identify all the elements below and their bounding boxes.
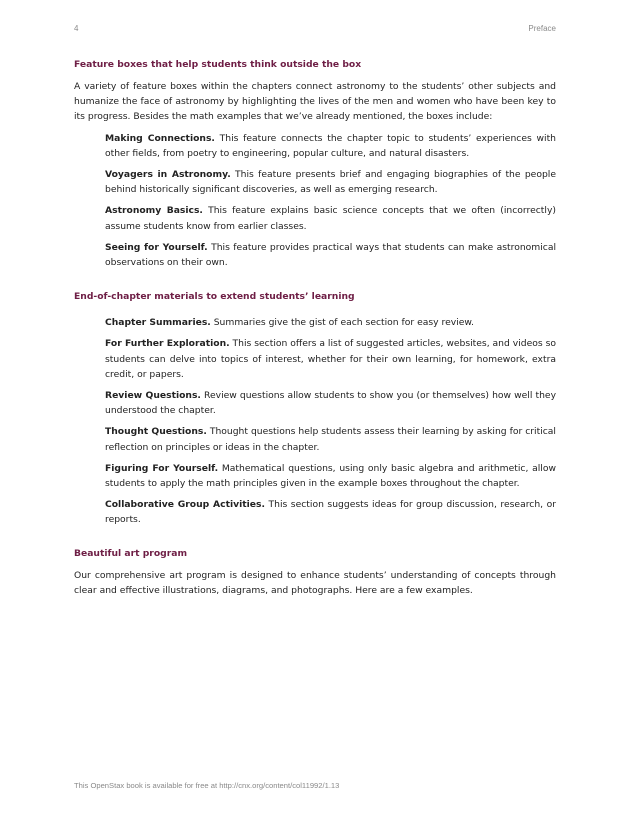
list-item [105,131,556,161]
item-text: This feature explains basic science concepts that we often (incorrectly) assume students know from earlier classes. [105,205,556,232]
list-item [105,461,556,491]
list-item [105,336,556,382]
section-heading-feature-boxes: Feature boxes that help students think outside the box [74,59,362,70]
page-content [74,58,556,598]
list-item [105,315,556,330]
item-text: This feature connects the chapter topic to students’ experiences with other fields, from poetry to engineering, popular culture, and natural disasters. [105,132,556,159]
item-text: This section suggests ideas for group discussion, research, or reports. [105,499,556,526]
item-term: Collaborative Group Activities. [105,499,265,511]
page-header [74,24,556,36]
list-item [105,167,556,197]
item-text: This section offers a list of suggested articles, websites, and videos so students can delve into topics of interest, whether for their own learning, for homework, extra credit, or papers. [105,338,556,380]
page-number: 4 [74,24,79,33]
item-term: Seeing for Yourself. [105,241,208,253]
item-text: Review questions allow students to show you (or themselves) how well they understood the chapter. [105,390,557,417]
item-text: Summaries give the gist of each section for easy review. [210,317,474,329]
item-text: This feature presents brief and engaging biographies of the people behind historically significant discoveries, as well as emerging research. [105,169,556,196]
list-item [105,497,556,527]
page-footer: This OpenStax book is available for free at http://cnx.org/content/col11992/1.13 [74,781,340,790]
item-term: Chapter Summaries. [105,317,211,329]
item-term: Making Connections. [105,132,215,144]
item-term: Thought Questions. [105,426,207,438]
item-text: Thought questions help students assess their learning by asking for critical reflection on principles or ideas in the chapter. [105,426,556,453]
item-term: For Further Exploration. [105,338,230,350]
section-heading-end-of-chapter: End-of-chapter materials to extend students’ learning [74,291,355,303]
section-intro-feature-boxes: A variety of feature boxes within the chapters connect astronomy to the students’ other subjects and humanize the face of astronomy by highlighting the lives of the men and women who have been key to its progress. Besides the math examples that we’ve already mentioned, the boxes include: [74,81,556,123]
item-term: Review Questions. [105,390,201,402]
item-text: This feature provides practical ways that students can make astronomical observations on their own. [105,241,557,269]
list-item [105,240,556,270]
list-item [105,424,556,454]
section-heading-art-program: Beautiful art program [74,547,188,559]
item-text: Mathematical questions, using only basic algebra and arithmetic, allow students to apply the math principles given in the example boxes throughout the chapter. [105,462,556,490]
item-term: Figuring For Yourself. [105,462,219,474]
item-term: Voyagers in Astronomy. [105,169,231,181]
section-intro-art-program: Our comprehensive art program is designed to enhance students’ understanding of concepts through clear and effective illustrations, diagrams, and photographs. Here are a few examples. [74,569,556,596]
list-item [105,388,556,418]
list-item [105,203,556,233]
item-term: Astronomy Basics. [105,205,203,217]
section-name: Preface [528,24,556,33]
